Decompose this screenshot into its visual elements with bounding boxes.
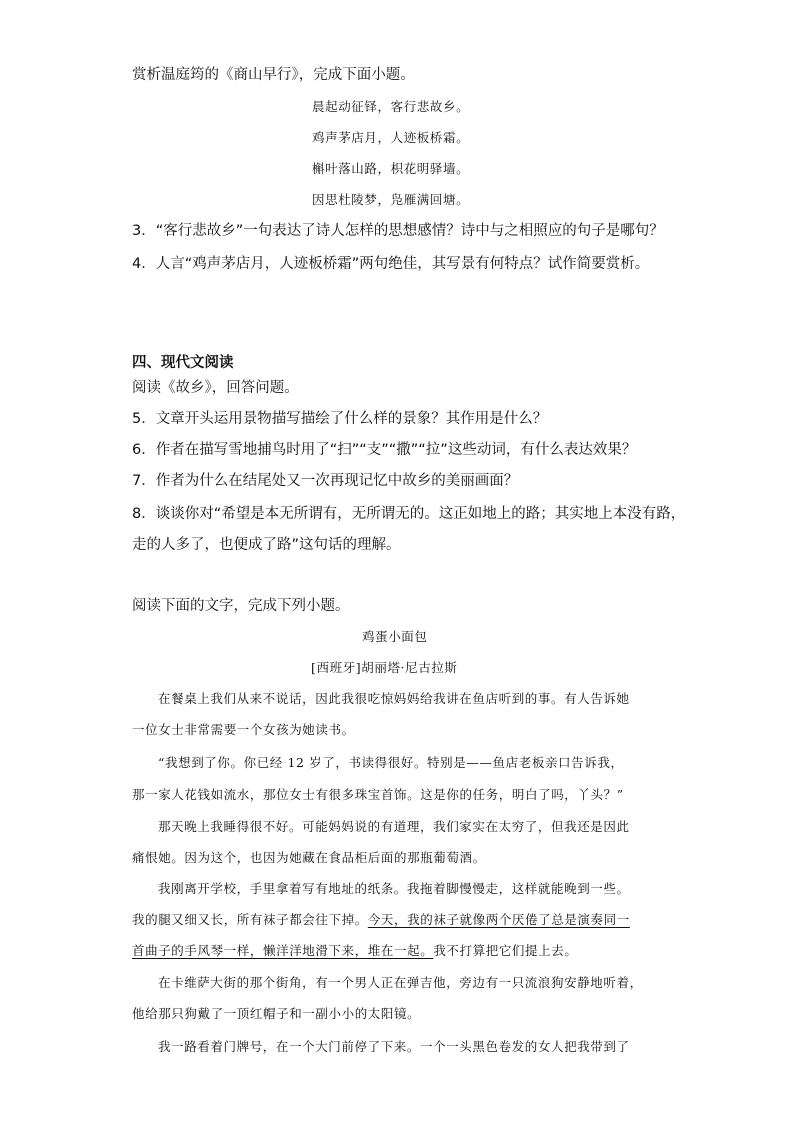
story-paragraph-1-line-1: 在餐桌上我们从来不说话，因此我很吃惊妈妈给我讲在鱼店听到的事。有人告诉她 [158,691,630,706]
story-paragraph-4-line-1: 我刚离开学校，手里拿着写有地址的纸条。我拖着脚慢慢走，这样就能晚到一些。 [158,881,630,896]
poem-intro: 赏析温庭筠的《商山早行》，完成下面小题。 [132,67,415,83]
story-author: [西班牙]胡丽塔·尼古拉斯 [311,660,458,675]
story-paragraph-5-line-2: 他给那只狗戴了一顶红帽子和一副小小的太阳镜。 [132,1006,421,1021]
question-4: 4．人言“鸡声茅店月，人迹板桥霜”两句绝佳，其写景有何特点？试作简要赏析。 [132,256,650,272]
poem-line-1: 晨起动征铎，客行悲故乡。 [312,99,470,114]
underlined-text: 今天，我的袜子就像两个厌倦了总是演奏同一 [367,912,630,927]
poem-line-4: 因思杜陵梦，凫雁满回塘。 [312,192,470,207]
question-3: 3．“客行悲故乡”一句表达了诗人怎样的思想感情？诗中与之相照应的句子是哪句？ [132,223,664,239]
story-text: 我的腿又细又长，所有袜子都会往下掉。 [132,912,368,927]
story-paragraph-3-line-1: 那天晚上我睡得很不好。可能妈妈说的有道理，我们家实在太穷了，但我还是因此 [158,819,630,834]
poem-line-2: 鸡声茅店月，人迹板桥霜。 [312,130,470,145]
section-title: 四、现代文阅读 [132,355,234,371]
question-6: 6．作者在描写雪地捕鸟时用了“扫”“支”“撒”“拉”这些动词，有什么表达效果？ [132,442,637,458]
reading-intro: 阅读下面的文字，完成下列小题。 [132,598,350,614]
story-paragraph-4-line-2 [132,911,630,929]
underlined-text: 首曲子的手风琴一样，懒洋洋地滑下来，堆在一起。 [132,943,434,958]
story-paragraph-6-line-1: 我一路看着门牌号，在一个大门前停了下来。一个一头黑色卷发的女人把我带到了 [158,1039,630,1054]
question-8-line-1: 8．谈谈你对“希望是本无所谓有，无所谓无的。这正如地上的路；其实地上本没有路， [132,506,686,522]
story-title: 鸡蛋小面包 [362,629,428,644]
story-paragraph-2-line-2: 那一家人花钱如流水，那位女士有很多珠宝首饰。这是你的任务，明白了吗，丫头？” [132,787,624,802]
section-intro: 阅读《故乡》，回答问题。 [132,380,299,396]
question-8-line-2: 走的人多了，也便成了路”这句话的理解。 [132,537,401,553]
story-paragraph-1-line-2: 一位女士非常需要一个女孩为她读书。 [132,722,355,737]
story-paragraph-4-line-3 [132,942,577,960]
story-paragraph-2-line-1: “我想到了你。你已经 12 岁了，书读得很好。特别是——鱼店老板亲口告诉我， [158,755,624,770]
question-5: 5．文章开头运用景物描写描绘了什么样的景象？其作用是什么？ [132,411,548,427]
story-paragraph-5-line-1: 在卡维萨大街的那个街角，有一个男人正在弹吉他，旁边有一只流浪狗安静地听着， [158,975,643,990]
story-paragraph-3-line-2: 痛恨她。因为这个，也因为她藏在食品柜后面的那瓶葡萄酒。 [132,850,486,865]
poem-line-3: 槲叶落山路，枳花明驿墙。 [312,161,470,176]
question-7: 7．作者为什么在结尾处又一次再现记忆中故乡的美丽画面？ [132,473,519,489]
story-text: 我不打算把它们提上去。 [433,943,578,958]
